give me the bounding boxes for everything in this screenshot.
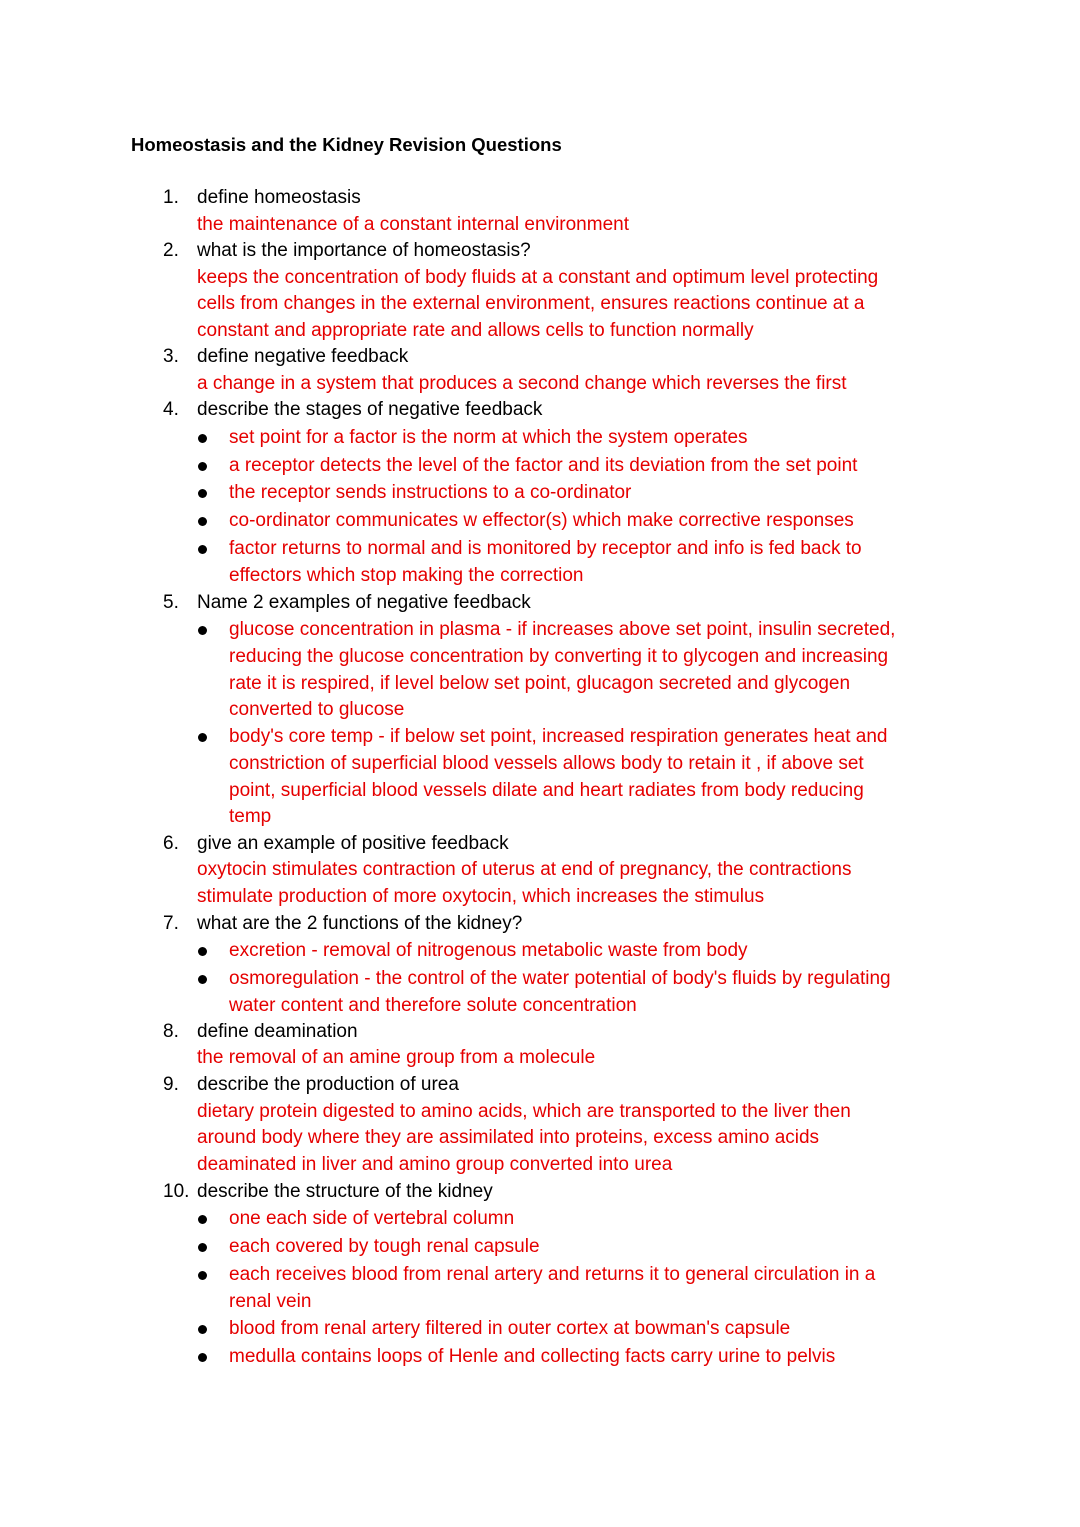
bullet-text: factor returns to normal and is monitored by receptor and info is fed back to bbox=[229, 538, 862, 559]
bullet-text: co-ordinator communicates w effector(s) which make corrective responses bbox=[229, 510, 854, 531]
bullet-icon bbox=[198, 1353, 207, 1362]
question-number: 5. bbox=[163, 592, 179, 613]
question-text: define deamination bbox=[197, 1021, 358, 1042]
answer-line: stimulate production of more oxytocin, which increases the stimulus bbox=[197, 886, 765, 907]
bullet-text: glucose concentration in plasma - if increases above set point, insulin secreted, bbox=[229, 619, 896, 640]
answer-line: constant and appropriate rate and allows cells to function normally bbox=[197, 320, 754, 341]
bullet-text-cont: effectors which stop making the correction bbox=[229, 565, 584, 586]
answer-line: the removal of an amine group from a molecule bbox=[197, 1047, 596, 1068]
bullet-icon bbox=[198, 517, 207, 526]
question-text: describe the production of urea bbox=[197, 1074, 459, 1095]
bullet-text: the receptor sends instructions to a co-ordinator bbox=[229, 482, 632, 503]
bullet-text: medulla contains loops of Henle and collecting facts carry urine to pelvis bbox=[229, 1346, 836, 1367]
bullet-text: set point for a factor is the norm at which the system operates bbox=[229, 427, 748, 448]
question-number: 4. bbox=[163, 399, 179, 420]
answer-line: keeps the concentration of body fluids at a constant and optimum level protecting bbox=[197, 267, 879, 288]
question-text: describe the stages of negative feedback bbox=[197, 399, 543, 420]
bullet-icon bbox=[198, 1271, 207, 1280]
question-number: 9. bbox=[163, 1074, 179, 1095]
bullet-text: osmoregulation - the control of the water potential of body's fluids by regulating bbox=[229, 968, 891, 989]
question-text: define negative feedback bbox=[197, 346, 409, 367]
question-text: describe the structure of the kidney bbox=[197, 1181, 493, 1202]
bullet-text-cont: point, superficial blood vessels dilate and heart radiates from body reducing bbox=[229, 780, 864, 801]
bullet-icon bbox=[198, 733, 207, 742]
bullet-icon bbox=[198, 1243, 207, 1252]
bullet-icon bbox=[198, 434, 207, 443]
bullet-text-cont: rate it is respired, if level below set point, glucagon secreted and glycogen bbox=[229, 673, 851, 694]
bullet-icon bbox=[198, 975, 207, 984]
document-title: Homeostasis and the Kidney Revision Questions bbox=[131, 134, 562, 155]
question-text: what is the importance of homeostasis? bbox=[197, 240, 531, 261]
question-number: 7. bbox=[163, 913, 179, 934]
bullet-icon bbox=[198, 626, 207, 635]
bullet-text-cont: constriction of superficial blood vessels allows body to retain it , if above set bbox=[229, 753, 864, 774]
question-number: 10. bbox=[163, 1181, 190, 1202]
answer-line: oxytocin stimulates contraction of uterus at end of pregnancy, the contractions bbox=[197, 859, 852, 880]
question-number: 6. bbox=[163, 833, 179, 854]
question-text: define homeostasis bbox=[197, 187, 361, 208]
answer-line: a change in a system that produces a second change which reverses the first bbox=[197, 373, 847, 394]
bullet-text: body's core temp - if below set point, increased respiration generates heat and bbox=[229, 726, 888, 747]
bullet-text-cont: temp bbox=[229, 806, 272, 827]
answer-line: the maintenance of a constant internal environment bbox=[197, 214, 629, 235]
answer-line: cells from changes in the external environment, ensures reactions continue at a bbox=[197, 293, 865, 314]
bullet-icon bbox=[198, 947, 207, 956]
bullet-text-cont: water content and therefore solute concentration bbox=[229, 995, 637, 1016]
bullet-text-cont: renal vein bbox=[229, 1291, 312, 1312]
question-number: 8. bbox=[163, 1021, 179, 1042]
bullet-text-cont: converted to glucose bbox=[229, 699, 405, 720]
bullet-text: excretion - removal of nitrogenous metabolic waste from body bbox=[229, 940, 748, 961]
answer-line: dietary protein digested to amino acids, which are transported to the liver then bbox=[197, 1101, 851, 1122]
question-number: 3. bbox=[163, 346, 179, 367]
question-number: 2. bbox=[163, 240, 179, 261]
answer-line: around body where they are assimilated into proteins, excess amino acids bbox=[197, 1127, 820, 1148]
bullet-icon bbox=[198, 1215, 207, 1224]
bullet-text: blood from renal artery filtered in outer cortex at bowman's capsule bbox=[229, 1318, 791, 1339]
question-text: Name 2 examples of negative feedback bbox=[197, 592, 531, 613]
bullet-text: a receptor detects the level of the factor and its deviation from the set point bbox=[229, 455, 858, 476]
bullet-text: each receives blood from renal artery and returns it to general circulation in a bbox=[229, 1264, 876, 1285]
bullet-icon bbox=[198, 545, 207, 554]
bullet-icon bbox=[198, 489, 207, 498]
bullet-icon bbox=[198, 1325, 207, 1334]
question-text: what are the 2 functions of the kidney? bbox=[197, 913, 523, 934]
question-text: give an example of positive feedback bbox=[197, 833, 509, 854]
bullet-icon bbox=[198, 462, 207, 471]
bullet-text: one each side of vertebral column bbox=[229, 1208, 515, 1229]
question-number: 1. bbox=[163, 187, 179, 208]
bullet-text-cont: reducing the glucose concentration by converting it to glycogen and increasing bbox=[229, 646, 889, 667]
answer-line: deaminated in liver and amino group converted into urea bbox=[197, 1154, 673, 1175]
bullet-text: each covered by tough renal capsule bbox=[229, 1236, 540, 1257]
